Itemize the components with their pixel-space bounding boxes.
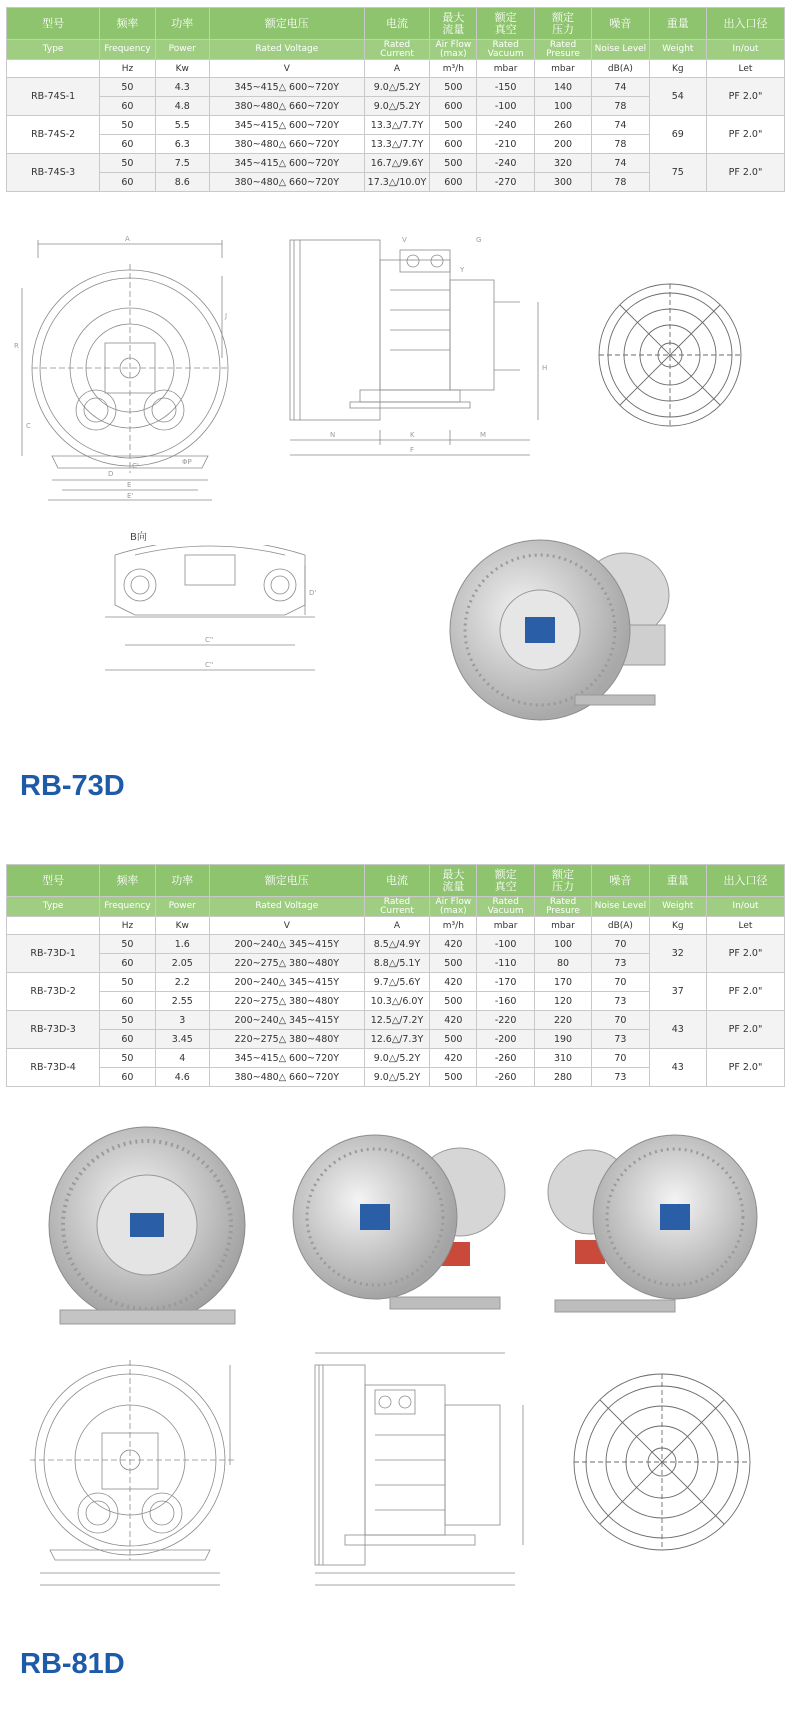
unit-cell: Kw (155, 60, 209, 78)
cell-vac: -170 (477, 973, 534, 992)
column-header-en: Frequency (100, 40, 155, 60)
column-header-en: Rated Vacuum (477, 40, 534, 60)
column-header-cn: 最大 流量 (430, 8, 477, 40)
unit-cell (7, 60, 100, 78)
cell-kw: 7.5 (155, 154, 209, 173)
cell-a: 12.5△/7.2Y (364, 1011, 430, 1030)
cell-kw: 3.45 (155, 1030, 209, 1049)
cell-flow: 600 (430, 135, 477, 154)
model-title-rb81d: RB-81D (20, 1648, 125, 1680)
cell-vac: -220 (477, 1011, 534, 1030)
table-row (7, 78, 785, 97)
column-header-en: Rated Presure (534, 897, 591, 917)
cell-flow: 420 (430, 973, 477, 992)
weight-cell: 69 (649, 116, 706, 154)
column-header-cn: 重量 (649, 8, 706, 40)
column-header-en: Noise Level (592, 40, 649, 60)
column-header-en: In/out (706, 40, 784, 60)
table-row (7, 973, 785, 992)
cell-vac: -260 (477, 1049, 534, 1068)
cell-noise: 70 (592, 1011, 649, 1030)
front-view-drawing (12, 228, 232, 518)
cell-kw: 5.5 (155, 116, 209, 135)
cell-pres: 310 (534, 1049, 591, 1068)
port-cell: PF 2.0" (706, 1011, 784, 1049)
header-row-english (7, 40, 785, 60)
cell-vac: -240 (477, 116, 534, 135)
model-cell: RB-74S-1 (7, 78, 100, 116)
table-row (7, 1049, 785, 1068)
cell-a: 13.3△/7.7Y (364, 135, 430, 154)
cell-a: 16.7△/9.6Y (364, 154, 430, 173)
port-cell: PF 2.0" (706, 116, 784, 154)
column-header-cn: 功率 (155, 865, 209, 897)
unit-cell: A (364, 917, 430, 935)
cell-a: 10.3△/6.0Y (364, 992, 430, 1011)
cell-kw: 6.3 (155, 135, 209, 154)
blower-photo-angle-left (290, 1122, 515, 1332)
column-header-en: Rated Current (364, 40, 430, 60)
model-cell: RB-73D-2 (7, 973, 100, 1011)
dim-label: M (480, 431, 487, 439)
cell-kw: 4.8 (155, 97, 209, 116)
column-header-cn: 电流 (364, 865, 430, 897)
cell-kw: 3 (155, 1011, 209, 1030)
spec-table-rb74s (6, 7, 785, 192)
cell-noise: 73 (592, 954, 649, 973)
cell-pres: 140 (534, 78, 591, 97)
dim-label: C' (132, 462, 139, 470)
column-header-en: Frequency (100, 897, 155, 917)
column-header-en: Rated Current (364, 897, 430, 917)
cell-pres: 120 (534, 992, 591, 1011)
column-header-cn: 重量 (649, 865, 706, 897)
cell-kw: 1.6 (155, 935, 209, 954)
cell-a: 13.3△/7.7Y (364, 116, 430, 135)
column-header-en: Type (7, 897, 100, 917)
unit-cell: V (209, 917, 364, 935)
cell-noise: 73 (592, 1068, 649, 1087)
cell-v: 345~415△ 600~720Y (209, 154, 364, 173)
table-row (7, 154, 785, 173)
cell-a: 9.0△/5.2Y (364, 78, 430, 97)
unit-cell: dB(A) (592, 917, 649, 935)
cell-pres: 300 (534, 173, 591, 192)
dim-label: ΦP (182, 458, 192, 466)
cell-kw: 2.55 (155, 992, 209, 1011)
cell-kw: 4 (155, 1049, 209, 1068)
cell-pres: 260 (534, 116, 591, 135)
model-cell: RB-73D-4 (7, 1049, 100, 1087)
cell-noise: 74 (592, 154, 649, 173)
cell-flow: 500 (430, 1030, 477, 1049)
dim-label: G (476, 236, 482, 244)
port-cell: PF 2.0" (706, 935, 784, 973)
cell-flow: 600 (430, 97, 477, 116)
port-cell: PF 2.0" (706, 1049, 784, 1087)
cell-noise: 78 (592, 173, 649, 192)
column-header-cn: 型号 (7, 865, 100, 897)
port-cell: PF 2.0" (706, 78, 784, 116)
dim-label: H (542, 364, 548, 372)
cell-kw: 8.6 (155, 173, 209, 192)
column-header-cn: 频率 (100, 8, 155, 40)
cell-pres: 320 (534, 154, 591, 173)
column-header-en: Rated Voltage (209, 897, 364, 917)
column-header-en: Type (7, 40, 100, 60)
table-row (7, 1011, 785, 1030)
weight-cell: 75 (649, 154, 706, 192)
column-header-cn: 额定 压力 (534, 8, 591, 40)
column-header-en: Power (155, 40, 209, 60)
column-header-cn: 噪音 (592, 8, 649, 40)
cell-vac: -110 (477, 954, 534, 973)
cell-vac: -260 (477, 1068, 534, 1087)
table-body (7, 935, 785, 1087)
rear-grille-drawing (595, 280, 745, 430)
cell-v: 220~275△ 380~480Y (209, 992, 364, 1011)
cell-v: 380~480△ 660~720Y (209, 173, 364, 192)
cell-hz: 50 (100, 154, 155, 173)
cell-pres: 200 (534, 135, 591, 154)
column-header-cn: 型号 (7, 8, 100, 40)
cell-hz: 60 (100, 954, 155, 973)
header-row-chinese (7, 865, 785, 897)
column-header-cn: 额定电压 (209, 865, 364, 897)
b-view-drawing (95, 545, 325, 695)
cell-kw: 2.05 (155, 954, 209, 973)
cell-flow: 420 (430, 1011, 477, 1030)
column-header-en: Rated Voltage (209, 40, 364, 60)
cell-hz: 50 (100, 1049, 155, 1068)
cell-vac: -160 (477, 992, 534, 1011)
dim-label: R (14, 342, 19, 350)
column-header-cn: 额定 真空 (477, 8, 534, 40)
blower-photo-angle-right (545, 1122, 760, 1332)
unit-cell: Kw (155, 917, 209, 935)
cell-v: 200~240△ 345~415Y (209, 973, 364, 992)
cell-vac: -100 (477, 935, 534, 954)
column-header-cn: 出入口径 (706, 8, 784, 40)
cell-v: 220~275△ 380~480Y (209, 1030, 364, 1049)
unit-cell: mbar (534, 917, 591, 935)
header-row-chinese (7, 8, 785, 40)
cell-flow: 420 (430, 1049, 477, 1068)
cell-noise: 78 (592, 135, 649, 154)
rear-grille-drawing (570, 1370, 755, 1555)
column-header-en: Air Flow (max) (430, 40, 477, 60)
column-header-cn: 额定电压 (209, 8, 364, 40)
table-row (7, 935, 785, 954)
blower-photo (445, 535, 685, 725)
spec-table-rb73d (6, 864, 785, 1087)
blower-photo-front (40, 1125, 255, 1330)
cell-hz: 60 (100, 1068, 155, 1087)
cell-hz: 60 (100, 1030, 155, 1049)
dim-label: E (127, 481, 132, 489)
cell-noise: 78 (592, 97, 649, 116)
model-title-rb73d: RB-73D (20, 770, 125, 802)
cell-flow: 500 (430, 78, 477, 97)
port-cell: PF 2.0" (706, 973, 784, 1011)
dim-label: N (330, 431, 336, 439)
unit-cell: Kg (649, 917, 706, 935)
weight-cell: 43 (649, 1049, 706, 1087)
cell-v: 200~240△ 345~415Y (209, 935, 364, 954)
cell-noise: 73 (592, 1030, 649, 1049)
unit-cell: Hz (100, 60, 155, 78)
cell-pres: 190 (534, 1030, 591, 1049)
dim-label: C'' (205, 661, 214, 669)
column-header-cn: 噪音 (592, 865, 649, 897)
cell-kw: 4.3 (155, 78, 209, 97)
cell-a: 9.7△/5.6Y (364, 973, 430, 992)
unit-cell: Hz (100, 917, 155, 935)
cell-a: 17.3△/10.0Y (364, 173, 430, 192)
cell-vac: -100 (477, 97, 534, 116)
cell-a: 9.0△/5.2Y (364, 1068, 430, 1087)
cell-flow: 500 (430, 954, 477, 973)
dim-label: D' (309, 589, 317, 597)
unit-cell: V (209, 60, 364, 78)
column-header-en: Weight (649, 897, 706, 917)
unit-cell: dB(A) (592, 60, 649, 78)
unit-cell: mbar (477, 917, 534, 935)
column-header-en: Noise Level (592, 897, 649, 917)
cell-pres: 100 (534, 935, 591, 954)
cell-noise: 70 (592, 973, 649, 992)
unit-cell: m³/h (430, 60, 477, 78)
cell-vac: -240 (477, 154, 534, 173)
unit-cell: Let (706, 60, 784, 78)
unit-cell (7, 917, 100, 935)
unit-cell: mbar (477, 60, 534, 78)
cell-pres: 170 (534, 973, 591, 992)
unit-cell: mbar (534, 60, 591, 78)
cell-hz: 50 (100, 973, 155, 992)
cell-flow: 500 (430, 154, 477, 173)
dim-label: A (125, 235, 130, 243)
cell-v: 380~480△ 660~720Y (209, 135, 364, 154)
cell-noise: 74 (592, 116, 649, 135)
side-view-drawing (305, 1345, 535, 1595)
column-header-cn: 功率 (155, 8, 209, 40)
cell-hz: 50 (100, 116, 155, 135)
cell-hz: 50 (100, 935, 155, 954)
cell-v: 200~240△ 345~415Y (209, 1011, 364, 1030)
dim-label: C (26, 422, 31, 430)
weight-cell: 37 (649, 973, 706, 1011)
cell-pres: 80 (534, 954, 591, 973)
dim-label: Y (460, 266, 465, 274)
cell-noise: 74 (592, 78, 649, 97)
cell-flow: 500 (430, 116, 477, 135)
model-cell: RB-74S-3 (7, 154, 100, 192)
cell-hz: 60 (100, 173, 155, 192)
weight-cell: 32 (649, 935, 706, 973)
dim-label: C'' (205, 636, 214, 644)
model-cell: RB-73D-3 (7, 1011, 100, 1049)
cell-v: 220~275△ 380~480Y (209, 954, 364, 973)
cell-noise: 70 (592, 1049, 649, 1068)
cell-kw: 2.2 (155, 973, 209, 992)
units-row (7, 917, 785, 935)
cell-pres: 280 (534, 1068, 591, 1087)
column-header-cn: 电流 (364, 8, 430, 40)
cell-vac: -210 (477, 135, 534, 154)
front-view-drawing (20, 1345, 245, 1605)
cell-hz: 50 (100, 78, 155, 97)
cell-flow: 420 (430, 935, 477, 954)
dim-label: J (225, 312, 228, 320)
cell-flow: 500 (430, 1068, 477, 1087)
column-header-en: Power (155, 897, 209, 917)
cell-noise: 70 (592, 935, 649, 954)
column-header-en: Rated Presure (534, 40, 591, 60)
cell-flow: 500 (430, 992, 477, 1011)
column-header-en: Rated Vacuum (477, 897, 534, 917)
table-body (7, 78, 785, 192)
column-header-cn: 额定 压力 (534, 865, 591, 897)
unit-cell: m³/h (430, 917, 477, 935)
column-header-cn: 出入口径 (706, 865, 784, 897)
port-cell: PF 2.0" (706, 154, 784, 192)
dim-label: D (108, 470, 114, 478)
cell-hz: 60 (100, 135, 155, 154)
cell-pres: 100 (534, 97, 591, 116)
weight-cell: 43 (649, 1011, 706, 1049)
column-header-en: In/out (706, 897, 784, 917)
cell-a: 9.0△/5.2Y (364, 97, 430, 116)
weight-cell: 54 (649, 78, 706, 116)
cell-v: 345~415△ 600~720Y (209, 116, 364, 135)
model-cell: RB-74S-2 (7, 116, 100, 154)
column-header-cn: 额定 真空 (477, 865, 534, 897)
cell-v: 345~415△ 600~720Y (209, 1049, 364, 1068)
column-header-cn: 频率 (100, 865, 155, 897)
dim-label: V (402, 236, 407, 244)
cell-a: 8.8△/5.1Y (364, 954, 430, 973)
cell-kw: 4.6 (155, 1068, 209, 1087)
cell-v: 345~415△ 600~720Y (209, 78, 364, 97)
dim-label: F (410, 446, 415, 454)
cell-vac: -270 (477, 173, 534, 192)
column-header-en: Air Flow (max) (430, 897, 477, 917)
dim-label: K (410, 431, 415, 439)
unit-cell: Kg (649, 60, 706, 78)
column-header-en: Weight (649, 40, 706, 60)
model-cell: RB-73D-1 (7, 935, 100, 973)
b-view-label: B向 (130, 532, 147, 543)
cell-hz: 60 (100, 97, 155, 116)
cell-v: 380~480△ 660~720Y (209, 1068, 364, 1087)
header-row-english (7, 897, 785, 917)
cell-a: 12.6△/7.3Y (364, 1030, 430, 1049)
dim-label: E' (127, 492, 134, 500)
cell-vac: -150 (477, 78, 534, 97)
units-row (7, 60, 785, 78)
cell-flow: 600 (430, 173, 477, 192)
cell-noise: 73 (592, 992, 649, 1011)
cell-hz: 50 (100, 1011, 155, 1030)
table-row (7, 116, 785, 135)
cell-v: 380~480△ 660~720Y (209, 97, 364, 116)
column-header-cn: 最大 流量 (430, 865, 477, 897)
cell-pres: 220 (534, 1011, 591, 1030)
cell-a: 8.5△/4.9Y (364, 935, 430, 954)
cell-a: 9.0△/5.2Y (364, 1049, 430, 1068)
cell-vac: -200 (477, 1030, 534, 1049)
cell-hz: 60 (100, 992, 155, 1011)
side-view-drawing (280, 230, 555, 510)
unit-cell: A (364, 60, 430, 78)
unit-cell: Let (706, 917, 784, 935)
